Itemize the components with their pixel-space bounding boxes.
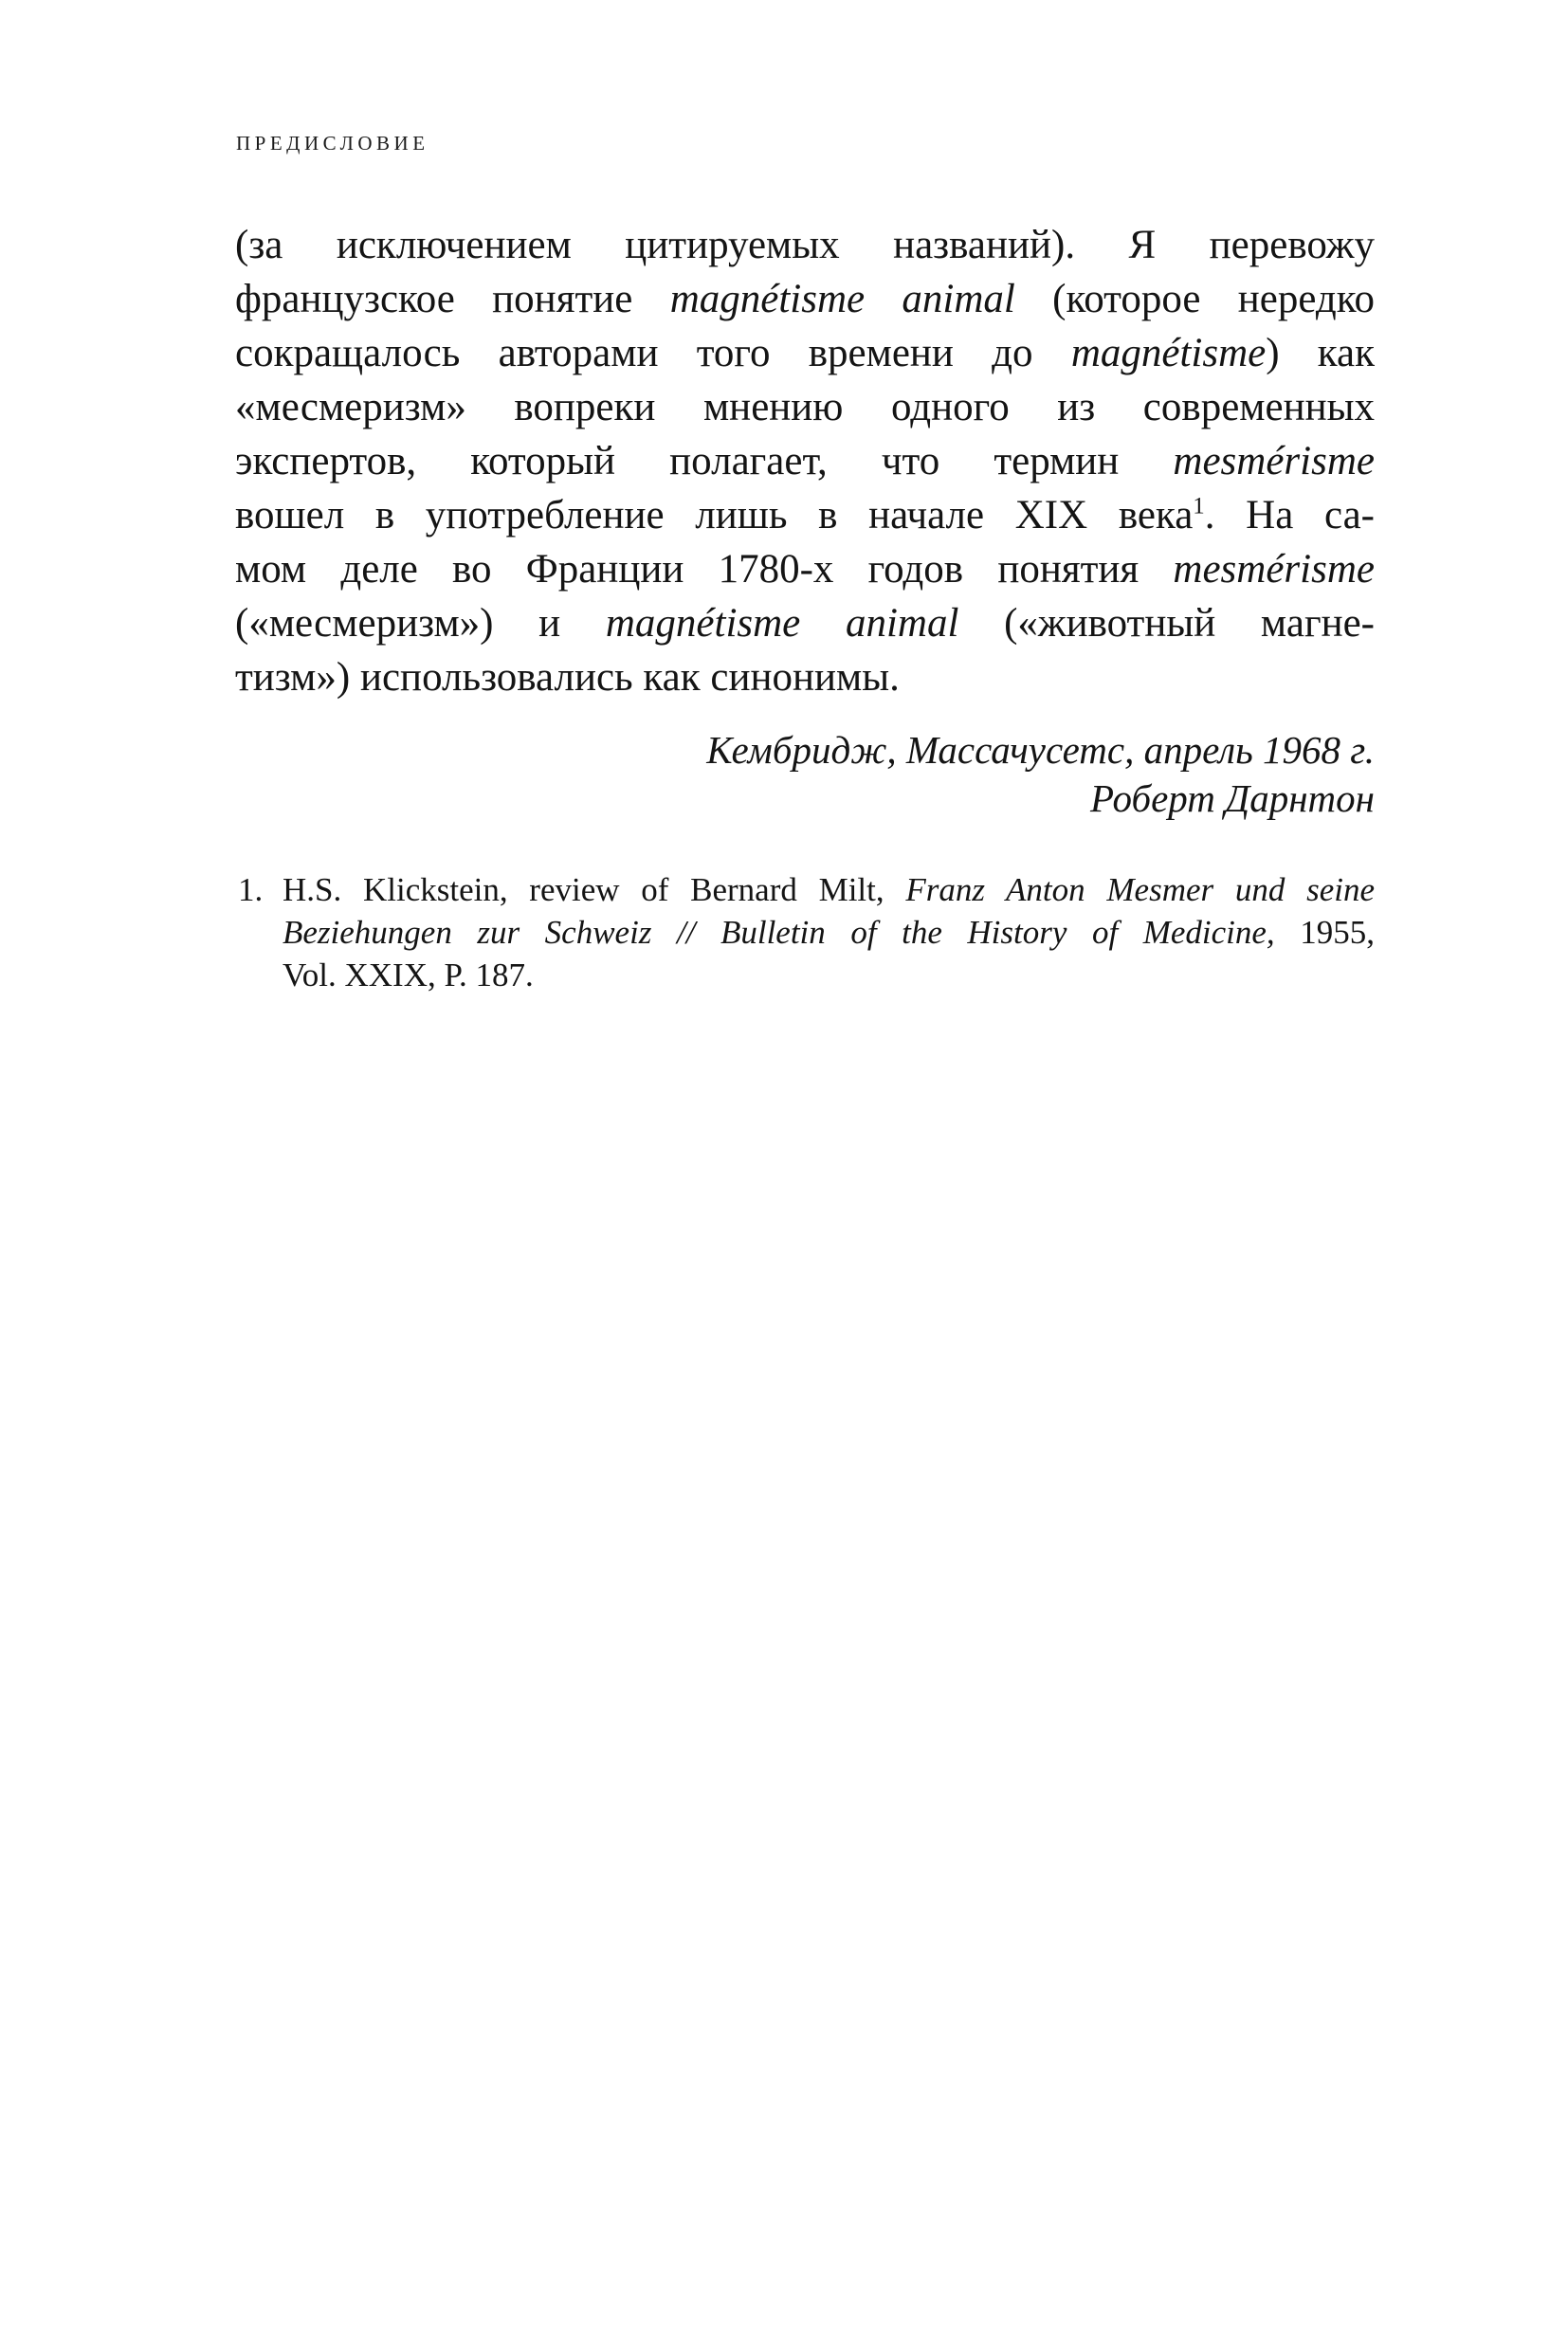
footnote [235,868,1375,996]
text-line: мом деле во Франции 1780-х годов понятия mesmérisme [235,547,1375,592]
running-header: ПРЕДИСЛОВИЕ [236,132,429,155]
text-line: H.S. Klickstein, review of Bernard Milt, Franz Anton Mesmer und seine [283,871,1375,908]
preface-paragraph [235,218,1375,704]
text-line: Beziehungen zur Schweiz // Bulletin of the History of Medicine, 1955, [283,914,1375,951]
text-line: вошел в употребление лишь в начале XIX века$^1$. На са- [235,493,1375,538]
text-line: сокращалось авторами того времени до magnétisme) как [235,331,1375,375]
text-line: («месмеризм») и magnétisme animal («животный магне- [235,601,1375,646]
text-line: «месмеризм» вопреки мнению одного из современных [235,385,1375,429]
text-line: французское понятие magnétisme animal (которое нередко [235,277,1375,321]
text-line: экспертов, который полагает, что термин mesmérisme [235,439,1375,483]
signature-block [706,726,1375,823]
text-line: тизм») использовались как синонимы. [235,655,900,700]
text-line: (за исключением цитируемых названий). Я перевожу [235,223,1375,267]
signature-place-date: Кембридж, Массачусетс, апрель 1968 г. [706,728,1375,772]
footnote-number: 1. [238,871,264,908]
signature-author: Роберт Дарнтон [1089,776,1375,820]
text-line: Vol. XXIX, P. 187. [283,957,534,993]
footnote-text [283,868,1375,996]
